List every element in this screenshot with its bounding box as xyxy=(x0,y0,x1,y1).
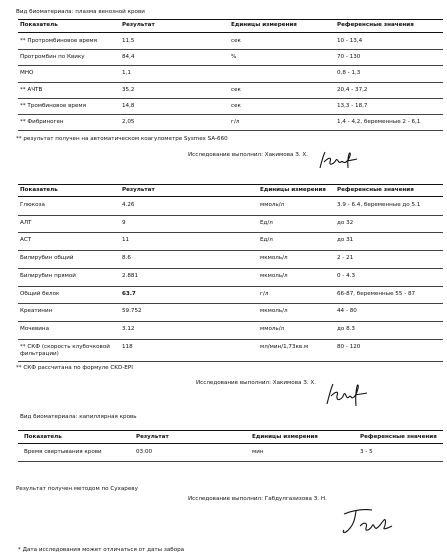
col-header-indicator: Показатель xyxy=(20,22,58,28)
row-indicator: Глюкоза xyxy=(20,202,45,208)
row-reference: до 8.3 xyxy=(337,325,355,332)
row-indicator: ** Фибриноген xyxy=(20,119,64,125)
row-result: 03:00 xyxy=(136,449,153,455)
row-result: 84,4 xyxy=(122,54,135,61)
row-indicator: ** Протромбиновое время xyxy=(20,38,97,44)
row-reference: 0 - 4.3 xyxy=(337,272,356,279)
row-divider xyxy=(18,114,443,115)
row-result: 35,2 xyxy=(122,86,135,93)
col-header-result: Результат xyxy=(122,187,155,193)
biomaterial-label: Вид биоматериала: капиллярная кровь xyxy=(20,414,137,420)
table-top-border xyxy=(18,184,443,185)
row-divider xyxy=(18,49,443,50)
row-result: 59.752 xyxy=(122,308,142,315)
row-result: 3.12 xyxy=(122,325,135,332)
row-units: ммоль/л xyxy=(260,202,285,208)
row-result: 2,05 xyxy=(122,119,135,125)
row-units: ммоль/л xyxy=(260,325,285,332)
row-divider xyxy=(18,130,443,131)
table-top-border xyxy=(18,19,443,20)
row-units: г/л xyxy=(260,290,269,297)
row-indicator: ** Тромбиновое время xyxy=(20,102,86,109)
row-indicator: АСТ xyxy=(20,237,32,244)
row-divider xyxy=(18,65,443,66)
row-result: 4.26 xyxy=(122,202,135,208)
col-header-units: Единицы измерения xyxy=(260,187,326,193)
col-header-indicator: Показатель xyxy=(24,434,62,440)
footnote: ** СКФ рассчитана по формуле CKD-EPI xyxy=(16,365,133,371)
row-units: мкмоль/л xyxy=(260,272,288,279)
row-units: Ед/л xyxy=(260,219,273,226)
row-reference: 10 - 13,4 xyxy=(337,38,363,44)
row-reference: 66-87, беременные 55 - 87 xyxy=(337,290,416,297)
footnote: ** результат получен на автоматическом коагулометре Sysmex SA-660 xyxy=(16,136,228,142)
col-header-indicator: Показатель xyxy=(20,187,58,193)
row-units: сек xyxy=(231,86,241,93)
row-divider xyxy=(18,250,443,251)
row-divider xyxy=(18,361,443,362)
row-divider xyxy=(18,98,443,99)
row-result: 11 xyxy=(122,237,130,244)
row-reference: 1,4 - 4,2, беременные 2 - 6,1 xyxy=(337,119,421,125)
row-reference: 13,3 - 18,7 xyxy=(337,102,368,109)
col-header-units: Единицы измерения xyxy=(252,434,318,440)
row-units: Ед/л xyxy=(260,237,273,244)
col-header-units: Единицы измерения xyxy=(231,22,297,28)
row-indicator: Креатинин xyxy=(20,308,53,315)
row-result: 2.881 xyxy=(122,272,139,279)
row-reference: 3 - 5 xyxy=(360,449,373,455)
row-indicator: Общий белок xyxy=(20,290,60,297)
row-reference: 44 - 80 xyxy=(337,308,357,315)
table-header-border xyxy=(18,443,443,444)
row-units: % xyxy=(231,54,237,61)
row-result: 8.6 xyxy=(122,255,131,262)
row-reference: 70 - 130 xyxy=(337,54,361,61)
signature-image xyxy=(323,382,375,410)
row-divider xyxy=(18,321,443,322)
row-result: 9 xyxy=(122,219,126,226)
row-reference: до 32 xyxy=(337,219,354,226)
row-divider xyxy=(18,286,443,287)
bottom-note: * Дата исследования может отличаться от даты забора xyxy=(18,547,185,553)
row-result: 63.7 xyxy=(122,290,136,297)
row-reference: 20,4 - 37,2 xyxy=(337,86,368,93)
row-units: мин xyxy=(252,449,264,455)
row-indicator: ** СКФ (скорость клубочковой фильтрации) xyxy=(20,343,110,357)
row-divider xyxy=(18,339,443,340)
row-units: г/л xyxy=(231,119,240,125)
row-result: 14,8 xyxy=(122,102,135,109)
row-reference: 80 - 120 xyxy=(337,343,361,350)
row-indicator: Протромбин по Квику xyxy=(20,54,85,61)
table-header-border xyxy=(18,196,443,197)
row-indicator: АЛТ xyxy=(20,219,32,226)
col-header-reference: Референсные значения xyxy=(337,187,414,193)
row-reference: 3.9 - 6.4, беременные до 5.1 xyxy=(337,202,421,208)
row-units: мл/мин/1,73кв.м xyxy=(260,343,309,350)
row-units: мкмоль/л xyxy=(260,308,288,315)
row-indicator: ** АЧТВ xyxy=(20,86,43,93)
row-indicator: Время свертывания крови xyxy=(24,449,102,455)
row-result: 118 xyxy=(122,343,133,350)
row-divider xyxy=(18,232,443,233)
col-header-result: Результат xyxy=(136,434,169,440)
col-header-reference: Референсные значения xyxy=(360,434,437,440)
performed-by: Исследование выполнил: Габдулгазизова З. Н. xyxy=(188,496,327,502)
row-indicator: Билирубин общий xyxy=(20,255,74,262)
row-divider xyxy=(18,215,443,216)
row-result: 1,1 xyxy=(122,70,131,77)
performed-by: Исследование выполнил: Хакимова З. Х. xyxy=(196,380,316,386)
signature-image xyxy=(338,506,400,536)
signature-image xyxy=(316,150,366,172)
biomaterial-label: Вид биоматериала: плазма венозной крови xyxy=(16,9,145,15)
row-units: мкмоль/л xyxy=(260,255,288,262)
row-result: 11,5 xyxy=(122,38,135,44)
row-divider xyxy=(18,461,443,462)
row-divider xyxy=(18,303,443,304)
table-top-border xyxy=(18,430,443,431)
performed-by: Исследование выполнил: Хакимова З. Х. xyxy=(188,152,308,158)
row-units: сек xyxy=(231,102,241,109)
row-reference: до 31 xyxy=(337,237,354,244)
row-reference: 2 - 21 xyxy=(337,255,354,262)
table-header-border xyxy=(18,32,443,33)
col-header-reference: Референсные значения xyxy=(337,22,414,28)
footnote: Результат получен методом по Сухареву xyxy=(16,486,138,492)
row-units: сек xyxy=(231,38,241,44)
row-indicator: Мочевина xyxy=(20,325,50,332)
row-indicator: Билирубин прямой xyxy=(20,272,76,279)
row-indicator: МНО xyxy=(20,70,34,77)
row-divider xyxy=(18,268,443,269)
col-header-result: Результат xyxy=(122,22,155,28)
row-divider xyxy=(18,82,443,83)
row-reference: 0,8 - 1,3 xyxy=(337,70,361,77)
